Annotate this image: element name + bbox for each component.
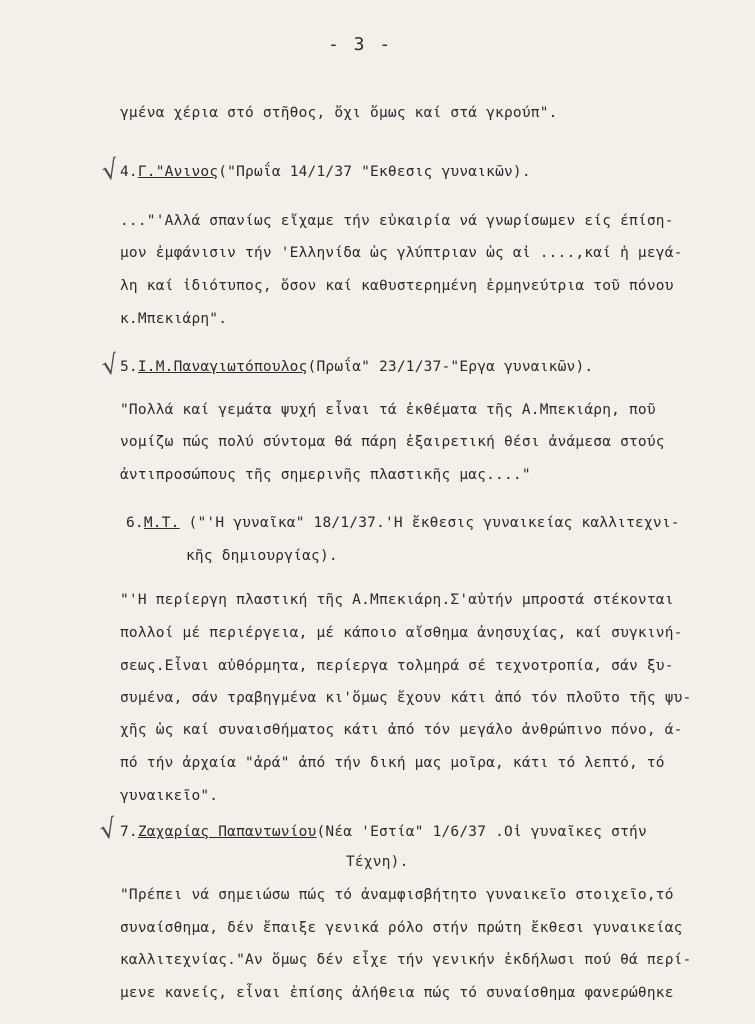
entry-author: Ζαχαρίας Παπαντωνίου [137, 824, 317, 840]
quote-line: σεως.Εἶναι αὐθόρμητα, περίεργα τολμηρά σέ τεχνοτροπία, σάν ξυ- [120, 658, 674, 674]
check-mark-icon: √ [99, 154, 122, 188]
quote-line: γυναικεῖο". [120, 788, 219, 804]
entry-source: ("'Η γυναῖκα" 18/1/37.'Η ἔκθεσις γυναικείας καλλιτεχνι- [179, 515, 680, 531]
entry-author: Μ.Τ. [143, 515, 180, 531]
entry-heading-cont: κῆς δημιουργίας). [186, 548, 338, 564]
entry-heading-cont: Τέχνη). [346, 854, 409, 870]
quote-line: λη καί ἰδιότυπος, ὅσον καί καθυστερημένη ἑρμηνεύτρια τοῦ πόνου [120, 278, 674, 294]
quote-line: πό τήν ἀρχαία "ἀρά" ἀπό τήν δική μας μοῖρα, κάτι τό λεπτό, τό [120, 755, 665, 771]
entry-number: 6. [126, 515, 144, 531]
quote-line: νομίζω πώς πολύ σύντομα θά πάρη ἐξαιρετική θέσι ἀνάμεσα στούς [120, 434, 665, 450]
entry-heading [126, 513, 680, 533]
entry-author: Ι.Μ.Παναγιωτόπουλος [137, 359, 308, 375]
quote-line: ..."'Αλλά σπανίως εἴχαμε τήν εὐκαιρία νά γνωρίσωμεν είς έπίση- [120, 213, 674, 229]
quote-line: ἀντιπροσώπους τῆς σημερινῆς πλαστικῆς μας...." [120, 467, 531, 483]
quote-line: μενε κανείς, εἶναι ἐπίσης ἀλήθεια πώς τό συναίσθημα φανερώθηκε [120, 985, 674, 1001]
entry-heading [120, 162, 531, 182]
quote-line: "Πρέπει νά σημειώσω πώς τό ἀναμφισβήτητο γυναικεῖο στοιχεῖο,τό [120, 887, 674, 903]
quote-line: μον ἐμφάνισιν τήν 'Ελληνίδα ὡς γλύπτριαν ὡς αἰ ....,καί ἡ μεγά- [120, 245, 683, 261]
quote-line: κ.Μπεκιάρη". [120, 311, 228, 327]
entry-number: 5. [120, 359, 138, 375]
text-line: γμένα χέρια στό στῆθος, ὄχι ὅμως καί στά γκρούπ". [120, 105, 558, 121]
page-number: - 3 - [328, 34, 393, 55]
quote-line: πολλοί μέ περιέργεια, μέ κάποιο αἴσθημα ἀνησυχίας, καί συγκινή- [120, 625, 683, 641]
entry-source: ("Πρωΐα 14/1/37 "Εκθεσις γυναικῶν). [218, 164, 531, 180]
check-mark-icon: √ [97, 813, 120, 847]
quote-line: "'Η περίεργη πλαστική τῆς Α.Μπεκιάρη.Σ'αὐτήν μπροστά στέκονται [120, 592, 674, 608]
entry-number: 7. [120, 824, 138, 840]
quote-line: καλλιτεχνίας."Αν ὅμως δέν εἶχε τήν γενικήν ἐκδήλωσι πού θά περί- [120, 952, 692, 968]
entry-source: (Πρωΐα" 23/1/37-"Εργα γυναικῶν). [307, 359, 594, 375]
entry-heading [120, 357, 593, 377]
entry-source: (Νέα 'Εστία" 1/6/37 .Οἱ γυναῖκες στήν [316, 824, 647, 840]
entry-heading [120, 822, 647, 842]
check-mark-icon: √ [99, 349, 122, 383]
quote-line: συναίσθημα, δέν ἔπαιξε γενικά ρόλο στήν πρώτη ἔκθεσι γυναικείας [120, 920, 683, 936]
entry-author: Γ."Ανινος [137, 164, 219, 180]
quote-line: χῆς ὡς καί συναισθήματος κάτι ἀπό τόν μεγάλο ἀνθρώπινο πόνο, ά- [120, 722, 683, 738]
quote-line: "Πολλά καί γεμάτα ψυχή εἶναι τά ἐκθέματα τῆς Α.Μπεκιάρη, ποῦ [120, 402, 656, 418]
entry-number: 4. [120, 164, 138, 180]
quote-line: συμένα, σάν τραβηγμένα κι'ὅμως ἔχουν κάτι ἀπό τόν πλοῦτο τῆς ψυ- [120, 690, 692, 706]
